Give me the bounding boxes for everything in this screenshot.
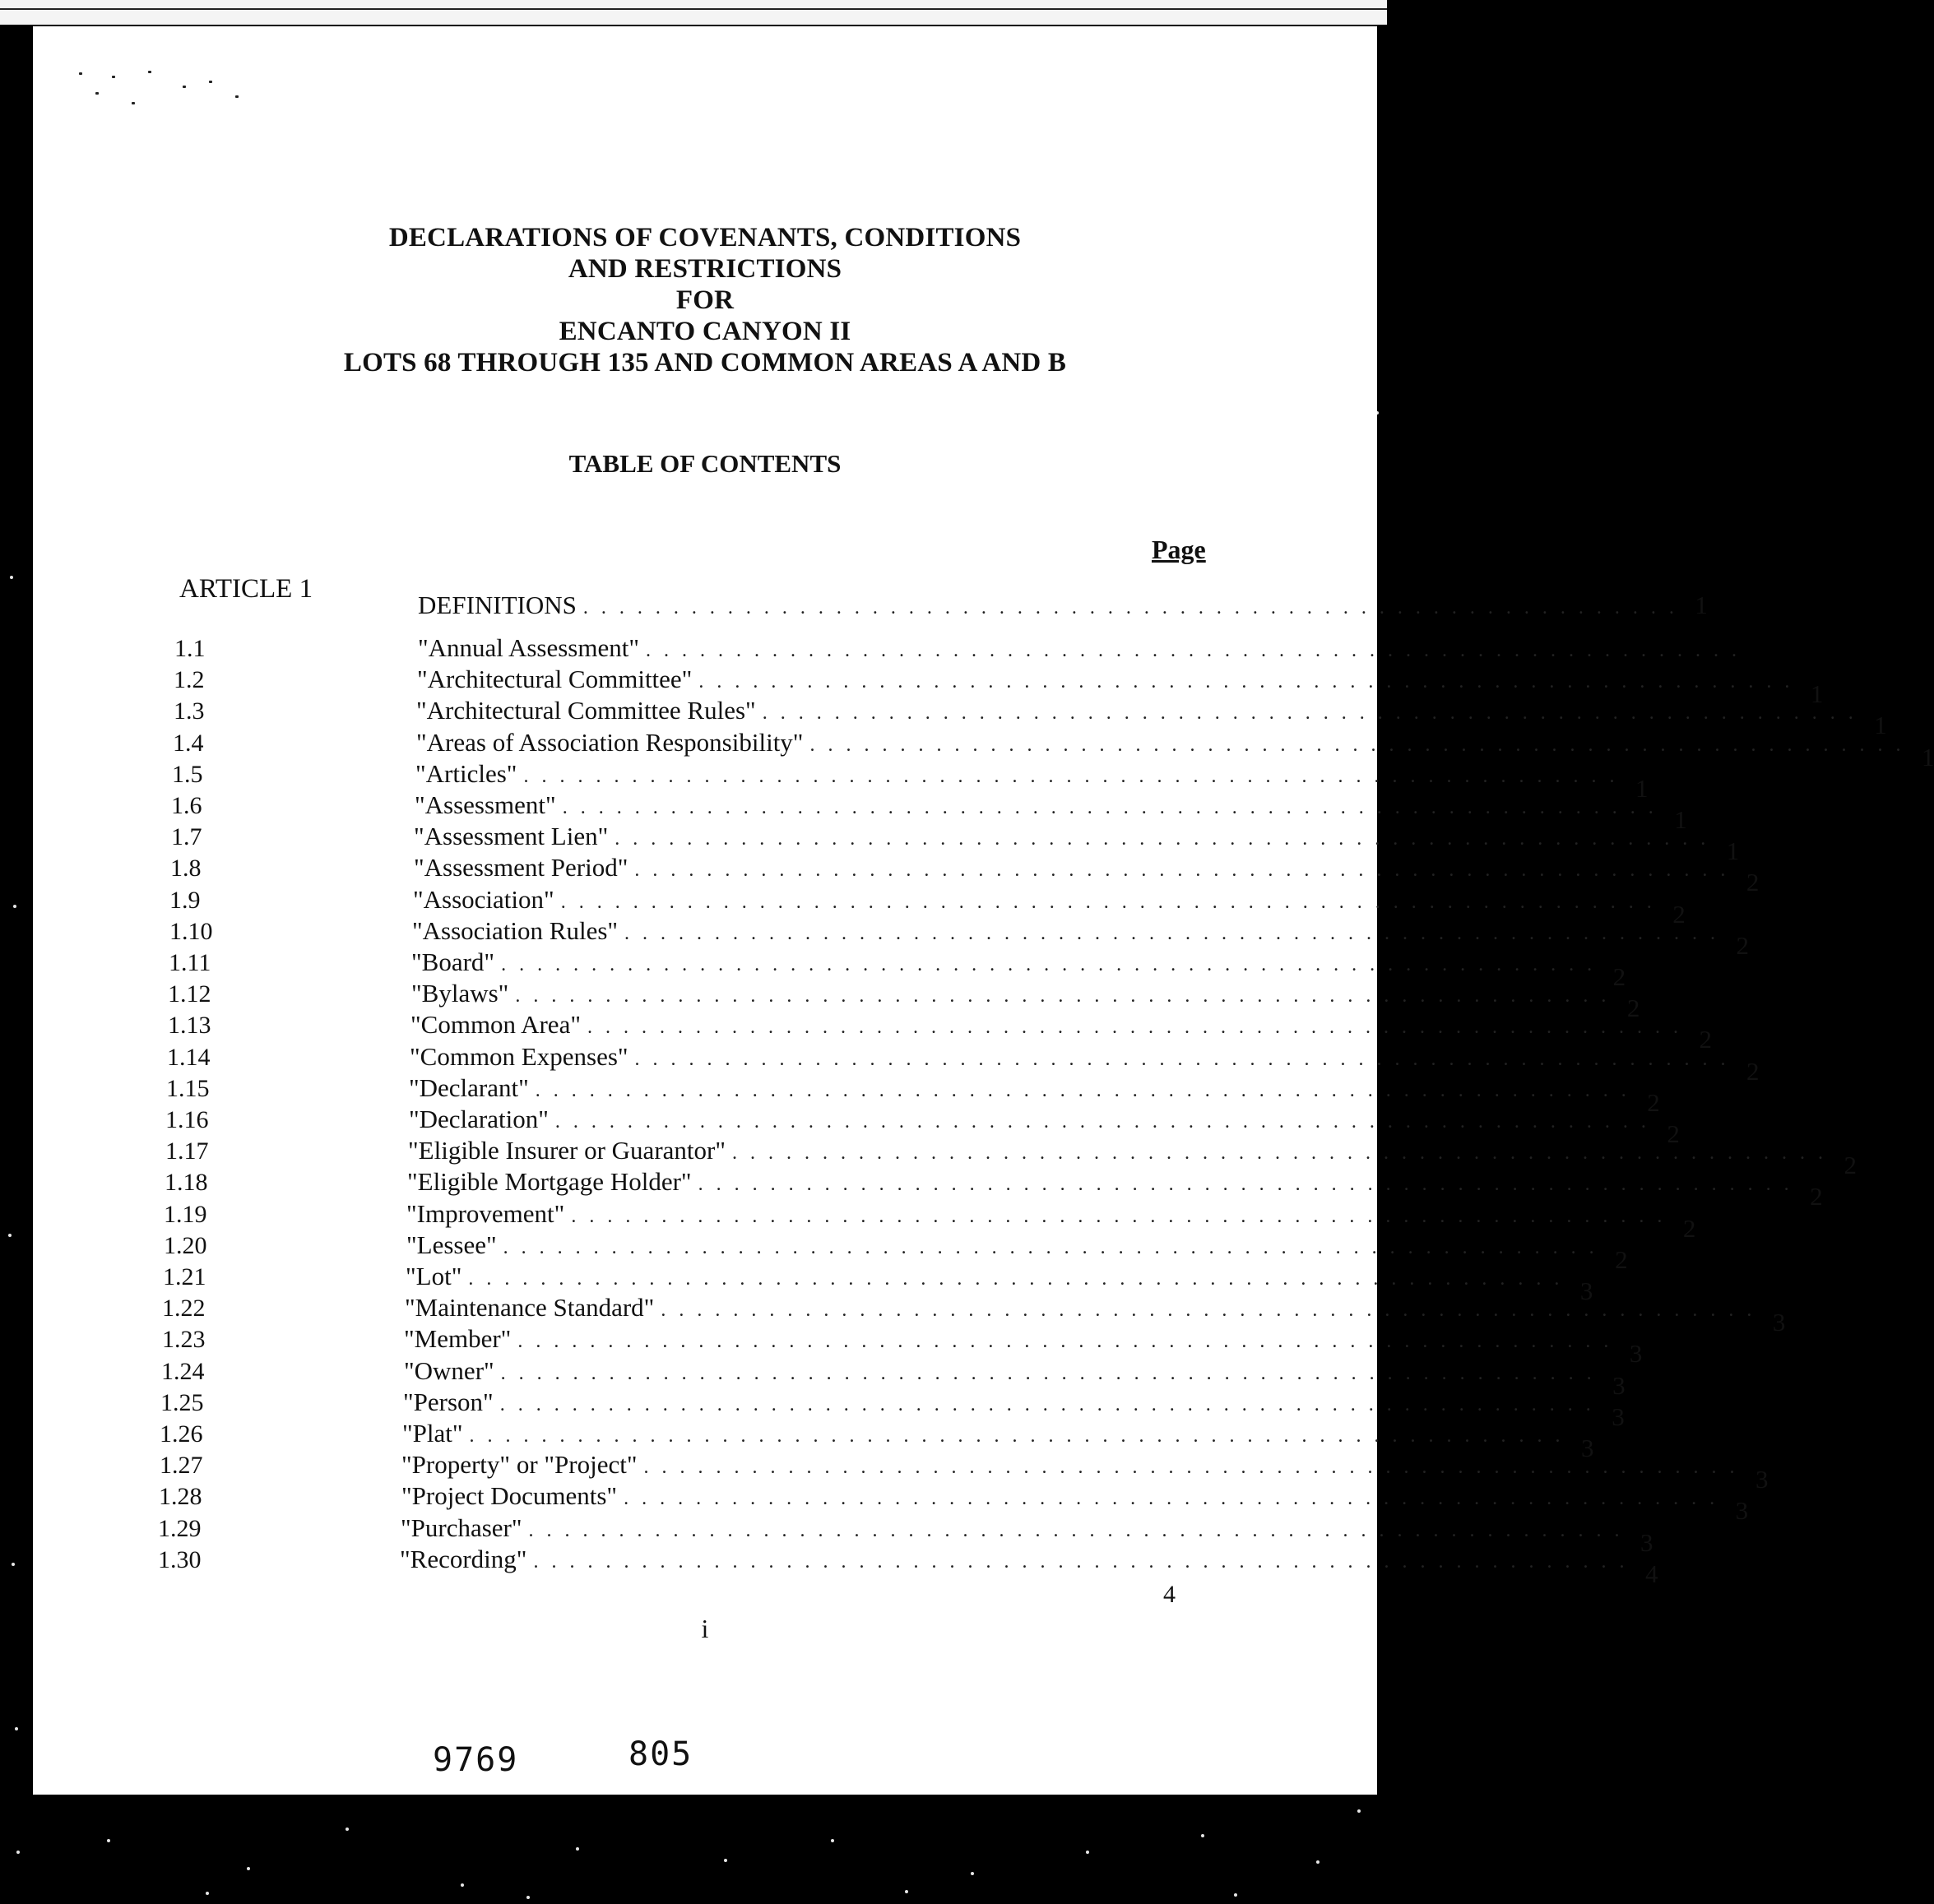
- toc-entry-number: 1.16: [165, 1106, 209, 1133]
- toc-entry-page-number: 2: [1672, 900, 1686, 929]
- toc-entry-page-number: 3: [1755, 1465, 1769, 1494]
- dot-leader: . . . . . . . . . . . . . . . . . . . . . . . . . . . . . . . . . . . . . . . . . . . . . . . . . . . . . . . . . . . . .: [469, 1425, 1565, 1447]
- scan-speck: [461, 1883, 464, 1887]
- toc-entry-page-number: 3: [1581, 1434, 1594, 1462]
- dot-leader: . . . . . . . . . . . . . . . . . . . . . . . . . . . . . . . . . . . . . . . . . . . . . . . . . . . . . . . . . . . . .: [698, 1174, 1793, 1195]
- title-line: FOR: [675, 285, 735, 315]
- toc-entry-number: 1.8: [170, 855, 202, 882]
- toc-entry-number: 1.25: [160, 1389, 204, 1416]
- toc-entry-number: 1.13: [168, 1012, 211, 1039]
- toc-entry-row: [409, 1105, 1680, 1148]
- toc-entry-page-number: 2: [1667, 1119, 1680, 1148]
- article-page-number: 1: [1695, 591, 1708, 619]
- toc-entry-page-number: 3: [1735, 1496, 1749, 1525]
- scan-speck: [16, 1851, 20, 1854]
- toc-entry-page-number: 3: [1629, 1339, 1643, 1368]
- title-line: AND RESTRICTIONS: [568, 254, 842, 284]
- toc-entry-number: 1.23: [162, 1326, 206, 1353]
- dot-leader: . . . . . . . . . . . . . . . . . . . . . . . . . . . . . . . . . . . . . . . . . . . . . . . . . . . . . . . . . . . . .: [634, 1049, 1730, 1070]
- dot-leader: . . . . . . . . . . . . . . . . . . . . . . . . . . . . . . . . . . . . . . . . . . . . . . . . . . . . . . . . . . . . .: [809, 734, 1905, 756]
- dot-leader: . . . . . . . . . . . . . . . . . . . . . . . . . . . . . . . . . . . . . . . . . . . . . . . . . . . . . . . . . . . . .: [501, 954, 1597, 975]
- toc-entry-title: "Purchaser": [401, 1513, 522, 1542]
- toc-entry-title: "Recording": [400, 1545, 527, 1573]
- toc-article-row: [418, 591, 1708, 622]
- scan-speck: [12, 1563, 15, 1566]
- page-speck: [235, 95, 239, 98]
- toc-entry-page-number: 1: [1635, 774, 1649, 803]
- title-line: ENCANTO CANYON II: [559, 317, 851, 346]
- toc-entry-row: [400, 1545, 1658, 1588]
- scan-speck: [8, 1234, 12, 1237]
- scan-speck: [15, 1727, 18, 1730]
- document-stamp-right: 805: [628, 1735, 693, 1773]
- toc-entry-row: [401, 1513, 1653, 1557]
- toc-entry-title: "Board": [411, 947, 495, 976]
- dot-leader: . . . . . . . . . . . . . . . . . . . . . . . . . . . . . . . . . . . . . . . . . . . . . . . . . . . . . . . . . . . . .: [634, 859, 1730, 881]
- dot-leader: . . . . . . . . . . . . . . . . . . . . . . . . . . . . . . . . . . . . . . . . . . . . . . . . . . . . . . . . . . . . .: [517, 1331, 1613, 1352]
- toc-entry-title: "Lessee": [406, 1230, 497, 1259]
- toc-entry-title: "Architectural Committee Rules": [416, 696, 756, 725]
- toc-entry-row: [408, 1136, 1857, 1179]
- document-title: [33, 222, 1377, 378]
- scan-speck: [1316, 1860, 1319, 1864]
- toc-entry-title: "Person": [403, 1387, 494, 1416]
- toc-entry-number: 1.19: [164, 1201, 207, 1228]
- toc-entry-row: [415, 759, 1649, 803]
- toc-entry-row: [411, 979, 1640, 1022]
- toc-entry-page-number: 4: [1644, 1559, 1658, 1588]
- toc-entry-row: [417, 665, 1824, 708]
- toc-entry-title: "Articles": [415, 759, 517, 788]
- toc-entry-row: [410, 1010, 1712, 1054]
- page-speck: [79, 72, 82, 75]
- dot-leader: . . . . . . . . . . . . . . . . . . . . . . . . . . . . . . . . . . . . . . . . . . . . . . . . . . . . . . . . . . . . .: [560, 892, 1656, 913]
- dot-leader: . . . . . . . . . . . . . . . . . . . . . . . . . . . . . . . . . . . . . . . . . . . . . . . . . . . . . . . . . . . . .: [643, 1457, 1739, 1478]
- dot-leader: . . . . . . . . . . . . . . . . . . . . . . . . . . . . . . . . . . . . . . . . . . . . . . . . . . . . . . . . . . . . .: [698, 671, 1794, 693]
- dot-leader: . . . . . . . . . . . . . . . . . . . . . . . . . . . . . . . . . . . . . . . . . . . . . . . . . . . . . . . . . . . . .: [571, 1206, 1667, 1227]
- toc-entry-title: "Areas of Association Responsibility": [416, 728, 804, 757]
- dot-leader: . . . . . . . . . . . . . . . . . . . . . . . . . . . . . . . . . . . . . . . . . . . . . . . . . . . . . . . . . . . . .: [503, 1237, 1598, 1258]
- title-line: DECLARATIONS OF COVENANTS, CONDITIONS: [388, 223, 1022, 252]
- scan-speck: [526, 1896, 530, 1899]
- toc-entry-title: "Declarant": [409, 1073, 529, 1102]
- toc-entry-row: [415, 790, 1687, 834]
- page-speck: [132, 102, 135, 104]
- title-line: LOTS 68 THROUGH 135 AND COMMON AREAS A AND B: [343, 348, 1067, 378]
- toc-entry-row: [402, 1419, 1594, 1462]
- toc-entry-page-number: 2: [1699, 1025, 1712, 1054]
- trailing-page-number: 4: [1163, 1581, 1176, 1608]
- page-speck: [95, 92, 99, 95]
- dot-leader: . . . . . . . . . . . . . . . . . . . . . . . . . . . . . . . . . . . . . . . . . . . . . . . . . . . . . . . . . . . . .: [533, 1551, 1629, 1573]
- toc-entry-number: 1.26: [160, 1420, 203, 1448]
- toc-entry-number: 1.22: [162, 1295, 206, 1322]
- dot-leader: . . . . . . . . . . . . . . . . . . . . . . . . . . . . . . . . . . . . . . . . . . . . . . . . . . . . . . . . . . . . .: [523, 766, 1619, 787]
- dot-leader: . . . . . . . . . . . . . . . . . . . . . . . . . . . . . . . . . . . . . . . . . . . . . . . . . . . . . . . . . . . . .: [587, 1017, 1682, 1038]
- dot-leader: . . . . . . . . . . . . . . . . . . . . . . . . . . . . . . . . . . . . . . . . . . . . . . . . . . . . . . . . . . . . .: [562, 797, 1658, 818]
- toc-entry-number: 1.14: [167, 1044, 211, 1071]
- toc-entry-number: 1.4: [173, 730, 204, 757]
- toc-entry-row: [401, 1481, 1749, 1525]
- toc-entry-row: [413, 885, 1686, 929]
- scan-speck: [1086, 1851, 1089, 1854]
- toc-entry-number: 1.17: [165, 1137, 209, 1165]
- dot-leader: . . . . . . . . . . . . . . . . . . . . . . . . . . . . . . . . . . . . . . . . . . . . . . . . . . . . . . . . . . . . .: [528, 1520, 1624, 1541]
- toc-entry-number: 1.20: [164, 1232, 207, 1259]
- toc-entry-row: [409, 1073, 1660, 1117]
- toc-entry-number: 1.30: [158, 1546, 202, 1573]
- toc-entry-page-number: 2: [1647, 1088, 1660, 1117]
- toc-entry-row: [416, 728, 1934, 771]
- toc-entry-number: 1.5: [172, 761, 203, 788]
- dot-leader: . . . . . . . . . . . . . . . . . . . . . . . . . . . . . . . . . . . . . . . . . . . . . . . . . . . . . . . . . . . . .: [615, 828, 1710, 850]
- toc-entry-number: 1.15: [166, 1075, 210, 1102]
- toc-entry-row: [404, 1324, 1643, 1368]
- scan-speck: [107, 1839, 110, 1842]
- toc-entry-row: [406, 1262, 1593, 1305]
- toc-entry-title: "Common Expenses": [410, 1042, 628, 1071]
- document-stamp-left: 9769: [433, 1741, 519, 1779]
- toc-entry-page-number: 2: [1736, 931, 1750, 960]
- toc-entry-row: [407, 1167, 1823, 1211]
- scan-speck: [10, 576, 13, 579]
- toc-entry-page-number: 3: [1640, 1528, 1653, 1557]
- toc-entry-page-number: 1: [1726, 836, 1740, 865]
- dot-leader: . . . . . . . . . . . . . . . . . . . . . . . . . . . . . . . . . . . . . . . . . . . . . . . . . . . . . . . . . . . . .: [535, 1080, 1630, 1101]
- toc-entry-page-number: 2: [1746, 868, 1760, 896]
- toc-entry-page-number: 1: [1810, 679, 1824, 708]
- toc-entry-title: "Improvement": [406, 1199, 565, 1228]
- dot-leader: . . . . . . . . . . . . . . . . . . . . . . . . . . . . . . . . . . . . . . . . . . . . . . . . . . . . . . . . . . . . .: [624, 1488, 1719, 1509]
- toc-entry-row: [404, 1356, 1626, 1400]
- page-footer-number: i: [701, 1614, 709, 1643]
- scan-top-strip: [0, 0, 1387, 25]
- toc-entry-row: [414, 853, 1760, 896]
- toc-entry-number: 1.24: [161, 1358, 205, 1385]
- scan-top-line: [0, 8, 1387, 10]
- toc-entry-title: "Declaration": [409, 1105, 549, 1133]
- toc-entry-number: 1.3: [174, 697, 205, 725]
- toc-entry-page-number: 3: [1772, 1308, 1786, 1337]
- toc-entry-page-number: 2: [1746, 1057, 1760, 1086]
- scan-speck: [971, 1872, 974, 1875]
- scan-speck: [247, 1867, 250, 1870]
- scan-speck: [346, 1828, 349, 1831]
- toc-entry-title: "Member": [404, 1324, 512, 1353]
- page-speck: [209, 81, 212, 83]
- toc-entry-title: "Association": [413, 885, 554, 914]
- toc-entry-row: [416, 696, 1887, 739]
- toc-entry-number: 1.29: [158, 1515, 202, 1542]
- scan-speck: [831, 1839, 834, 1842]
- toc-entry-number: 1.2: [174, 666, 205, 693]
- scan-speck: [905, 1890, 908, 1893]
- dot-leader: . . . . . . . . . . . . . . . . . . . . . . . . . . . . . . . . . . . . . . . . . . . . . . . . . . . . . . . . . . . . .: [554, 1111, 1650, 1133]
- toc-entry-page-number: 1: [1874, 711, 1887, 739]
- toc-entry-page-number: 2: [1615, 1245, 1628, 1274]
- dot-leader: . . . . . . . . . . . . . . . . . . . . . . . . . . . . . . . . . . . . . . . . . . . . . . . . . . . . . . . . . . . . .: [515, 985, 1611, 1007]
- toc-entry-title: "Project Documents": [401, 1481, 618, 1510]
- toc-entry-row: [410, 1042, 1760, 1086]
- toc-entry-row: [403, 1387, 1625, 1431]
- dot-leader: . . . . . . . . . . . . . . . . . . . . . . . . . . . . . . . . . . . . . . . . . . . . . . . . . . . . . . . . . . . . .: [732, 1142, 1827, 1164]
- toc-entry-number: 1.9: [169, 887, 201, 914]
- toc-entry-page-number: 3: [1579, 1276, 1593, 1305]
- toc-entry-row: [412, 916, 1750, 960]
- dot-leader: . . . . . . . . . . . . . . . . . . . . . . . . . . . . . . . . . . . . . . . . . . . . . . . . . . . . . . . . . . . . .: [762, 702, 1857, 724]
- scan-speck: [1234, 1893, 1237, 1897]
- toc-entry-number: 1.28: [159, 1483, 202, 1510]
- toc-entry-title: "Assessment Lien": [414, 822, 609, 850]
- article-title: DEFINITIONS: [418, 591, 577, 619]
- dot-leader: . . . . . . . . . . . . . . . . . . . . . . . . . . . . . . . . . . . . . . . . . . . . . . . . . . . . . . . . . . . . .: [500, 1363, 1596, 1384]
- toc-entry-title: "Architectural Committee": [417, 665, 693, 693]
- dot-leader: . . . . . . . . . . . . . . . . . . . . . . . . . . . . . . . . . . . . . . . . . . . . . . . . . . . . . . . . . . . . .: [582, 597, 1678, 618]
- toc-entry-number: 1.7: [171, 823, 202, 850]
- toc-entry-number: 1.18: [165, 1169, 208, 1196]
- toc-entry-title: "Bylaws": [411, 979, 509, 1008]
- toc-entry-title: "Association Rules": [412, 916, 619, 945]
- scan-speck: [206, 1892, 209, 1895]
- article-number: ARTICLE 1: [179, 574, 313, 604]
- toc-entry-page-number: 1: [1921, 743, 1934, 771]
- dot-leader: . . . . . . . . . . . . . . . . . . . . . . . . . . . . . . . . . . . . . . . . . . . . . . . . . . . . . . . . . . . . .: [646, 640, 1741, 661]
- page-speck: [112, 76, 115, 78]
- toc-entry-page-number: 2: [1612, 962, 1626, 991]
- toc-entry-title: "Owner": [404, 1356, 494, 1385]
- toc-entry-title: "Assessment Period": [414, 853, 628, 882]
- dot-leader: . . . . . . . . . . . . . . . . . . . . . . . . . . . . . . . . . . . . . . . . . . . . . . . . . . . . . . . . . . . . .: [624, 923, 1720, 944]
- toc-entry-row: [405, 1293, 1786, 1337]
- toc-entry-row: [411, 947, 1626, 991]
- dot-leader: . . . . . . . . . . . . . . . . . . . . . . . . . . . . . . . . . . . . . . . . . . . . . . . . . . . . . . . . . . . . .: [661, 1299, 1756, 1321]
- toc-entry-number: 1.12: [168, 980, 211, 1008]
- toc-entry-page-number: 2: [1844, 1151, 1857, 1179]
- toc-entry-number: 1.27: [160, 1452, 203, 1479]
- toc-entry-page-number: 2: [1682, 1214, 1696, 1243]
- toc-entry-title: "Maintenance Standard": [405, 1293, 655, 1322]
- toc-entry-number: 1.10: [169, 918, 213, 945]
- toc-entry-title: "Assessment": [415, 790, 556, 819]
- toc-entry-number: 1.1: [174, 635, 206, 662]
- toc-entry-page-number: 1: [1674, 805, 1687, 834]
- toc-entry-title: "Property" or "Project": [401, 1450, 638, 1479]
- toc-entry-number: 1.21: [163, 1263, 206, 1290]
- scan-speck: [1357, 1809, 1361, 1813]
- toc-entry-row: [401, 1450, 1769, 1494]
- scan-speck: [576, 1847, 579, 1851]
- toc-heading: TABLE OF CONTENTS: [568, 449, 842, 478]
- toc-entry-page-number: 3: [1612, 1371, 1626, 1400]
- dot-leader: . . . . . . . . . . . . . . . . . . . . . . . . . . . . . . . . . . . . . . . . . . . . . . . . . . . . . . . . . . . . .: [468, 1268, 1564, 1290]
- toc-entry-title: "Eligible Mortgage Holder": [407, 1167, 692, 1196]
- toc-entry-number: 1.11: [169, 949, 211, 976]
- document-page: [33, 26, 1934, 1795]
- scan-speck: [724, 1859, 727, 1862]
- toc-entry-row: [406, 1199, 1696, 1243]
- toc-entry-row: [414, 822, 1740, 865]
- dot-leader: . . . . . . . . . . . . . . . . . . . . . . . . . . . . . . . . . . . . . . . . . . . . . . . . . . . . . . . . . . . . .: [499, 1394, 1595, 1415]
- toc-entry-title: "Lot": [406, 1262, 462, 1290]
- toc-entry-title: "Common Area": [410, 1010, 581, 1039]
- toc-entry-title: "Eligible Insurer or Guarantor": [408, 1136, 726, 1165]
- toc-entry-page-number: 3: [1612, 1402, 1625, 1431]
- page-column-label: Page: [1152, 535, 1206, 564]
- toc-entry-page-number: 2: [1810, 1182, 1823, 1211]
- page-speck: [183, 86, 186, 88]
- toc-entry-row: [406, 1230, 1628, 1274]
- toc-entry-row: [418, 633, 1741, 665]
- toc-entry-title: "Annual Assessment": [418, 633, 639, 662]
- toc-entry-number: 1.6: [171, 792, 202, 819]
- scan-speck: [1201, 1834, 1204, 1837]
- page-speck: [148, 71, 151, 73]
- toc-entry-title: "Plat": [402, 1419, 463, 1448]
- toc-entry-page-number: 2: [1626, 994, 1640, 1022]
- scan-speck: [13, 905, 16, 908]
